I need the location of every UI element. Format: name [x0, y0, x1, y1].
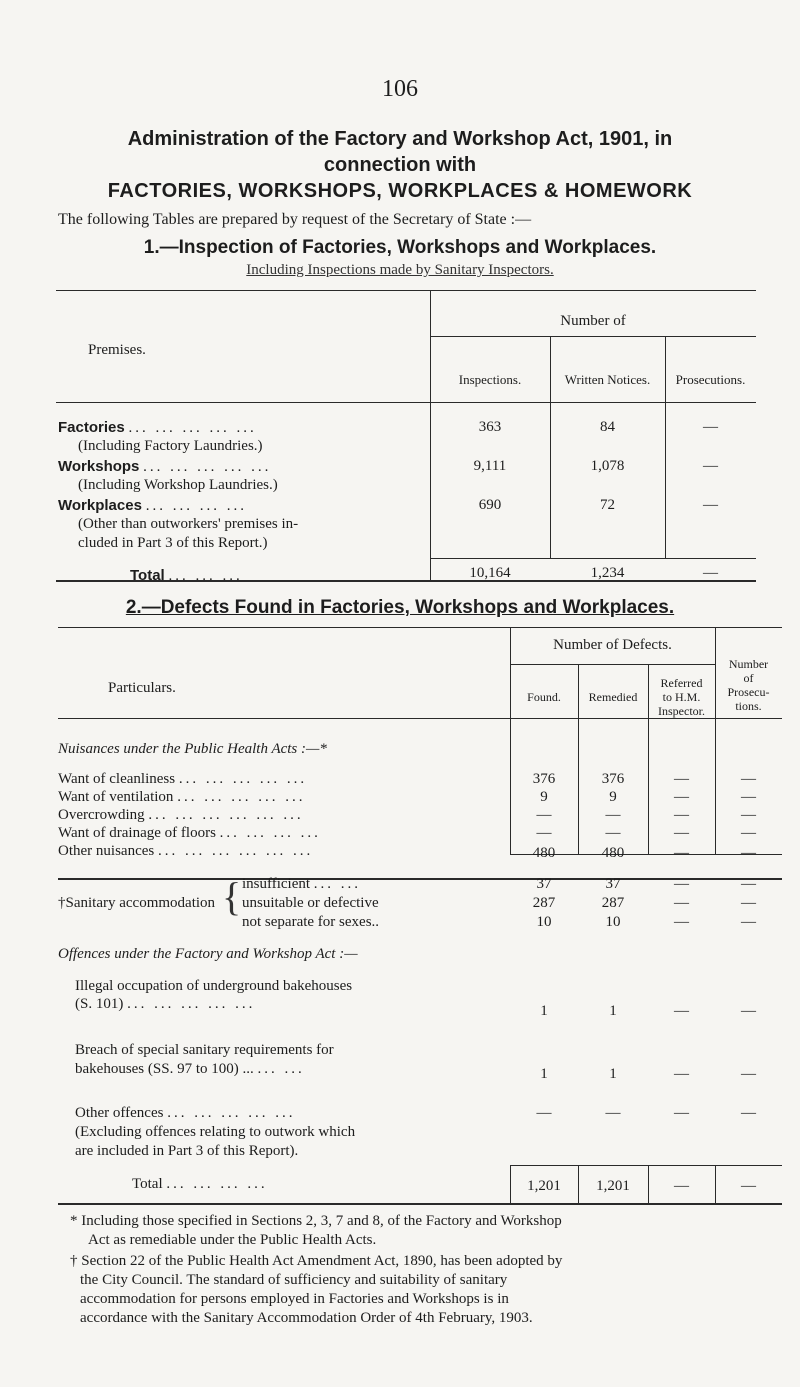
premises-row [58, 458, 271, 476]
prosecutions-header-line: tions. [735, 699, 762, 713]
notices-header: Written Notices. [564, 372, 651, 387]
remedied-value: 10 [605, 914, 621, 930]
referred-header-line: Inspector. [658, 704, 705, 718]
leader-dots: ... ... ... [168, 568, 243, 584]
found-value: 376 [532, 771, 556, 787]
nuisances-heading: Nuisances under the Public Health Acts :—* [58, 741, 327, 757]
total-remedied: 1,201 [596, 1178, 630, 1194]
footnote-dagger: † Section 22 of the Public Health Act Amendment Act, 1890, has been adopted by [70, 1253, 563, 1269]
total-referred: — [674, 1178, 689, 1194]
defect-row [58, 807, 304, 824]
leader-dots: ... ... [313, 876, 362, 892]
found-value: 1 [540, 1066, 548, 1082]
offence-label: Illegal occupation of underground bakehouses [75, 978, 353, 994]
table-rule [56, 402, 756, 403]
defect-label: Want of drainage of floors [58, 825, 216, 841]
premises-note: (Other than outworkers' premises in- [78, 516, 299, 532]
premises-row [58, 419, 257, 437]
defect-label: Overcrowding [58, 807, 145, 823]
prosecutions-header-line: Number [728, 657, 769, 671]
referred-header-line: Referred [660, 676, 703, 690]
document-title-line-3: FACTORIES, WORKSHOPS, WORKPLACES & HOMEWORK [107, 180, 693, 202]
prosecutions-header-line: Prosecu- [727, 685, 770, 699]
premises-row [58, 497, 247, 515]
defect-row [242, 895, 379, 912]
table-rule [58, 718, 782, 719]
leader-dots: ... ... ... ... ... ... [148, 807, 304, 823]
referred-header [648, 676, 715, 718]
document-title-line-2: connection with [323, 154, 477, 176]
referred-header-line: to H.M. [662, 690, 701, 704]
defect-row [242, 876, 361, 893]
offence-note: (Excluding offences relating to outwork which [75, 1124, 356, 1140]
column-divider [665, 336, 666, 558]
total-label: Total [132, 1176, 163, 1192]
premises-note: (Including Factory Laundries.) [78, 438, 263, 454]
found-value: 1 [540, 1003, 548, 1019]
leader-dots: ... ... ... ... ... ... [157, 843, 314, 859]
particulars-header: Particulars. [108, 680, 176, 696]
leader-dots: ... ... ... ... [145, 498, 247, 514]
premises-note: (Including Workshop Laundries.) [78, 477, 278, 493]
referred-value: — [674, 895, 689, 911]
referred-value: — [674, 876, 689, 892]
total-inspections: 10,164 [469, 565, 511, 581]
referred-value: — [674, 1105, 689, 1121]
intro-text: The following Tables are prepared by request of the Secretary of State :— [58, 211, 532, 228]
found-value: — [536, 1105, 552, 1121]
table-rule [430, 336, 756, 337]
inspections-value: 9,111 [473, 458, 507, 474]
prosecutions-value: — [703, 419, 718, 435]
premises-name: Workshops [58, 458, 140, 475]
table-rule [510, 664, 715, 665]
prosecutions-value: — [741, 914, 756, 930]
referred-value: — [674, 1003, 689, 1019]
page-number: 106 [382, 76, 418, 102]
offence-label: Breach of special sanitary requirements for [75, 1042, 334, 1058]
prosecutions-value: — [741, 845, 756, 861]
table-rule [56, 290, 756, 291]
defect-row [58, 843, 313, 860]
offence-note-continued: are included in Part 3 of this Report). [75, 1143, 299, 1159]
remedied-value: 287 [601, 895, 625, 911]
offence-section: bakehouses (SS. 97 to 100) ... [75, 1061, 254, 1077]
prosecutions-header [715, 657, 782, 713]
section-1-subtitle: Including Inspections made by Sanitary Inspectors. [246, 262, 554, 278]
inspections-header: Inspections. [458, 372, 522, 387]
prosecutions-value: — [703, 458, 718, 474]
table-rule [430, 558, 756, 559]
found-header: Found. [527, 690, 561, 704]
section-2-title: 2.—Defects Found in Factories, Workshops and Workplaces. [125, 597, 675, 618]
section-1-title: 1.—Inspection of Factories, Workshops and Workplaces. [143, 237, 657, 258]
premises-name: Factories [58, 419, 125, 436]
defect-row [58, 825, 321, 842]
defect-label: insufficient [242, 876, 311, 892]
offences-heading: Offences under the Factory and Workshop Act :— [58, 946, 358, 962]
leader-dots: ... ... ... ... ... [143, 459, 272, 475]
referred-value: — [674, 825, 689, 841]
remedied-value: 376 [601, 771, 625, 787]
remedied-value: 37 [605, 876, 621, 892]
referred-value: — [674, 1066, 689, 1082]
found-value: 287 [532, 895, 556, 911]
total-prosecutions: — [741, 1178, 756, 1194]
brace-icon: { [222, 874, 242, 919]
prosecutions-header-line: of [743, 671, 754, 685]
referred-value: — [674, 789, 689, 805]
premises-header: Premises. [88, 342, 146, 358]
table-rule [58, 627, 782, 628]
defect-label: unsuitable or defective [242, 895, 379, 911]
offence-section: (S. 101) [75, 996, 124, 1012]
defect-row [58, 789, 305, 806]
total-notices: 1,234 [590, 565, 625, 581]
footnote-star: * Including those specified in Sections 2, 3, 7 and 8, of the Factory and Workshop [70, 1213, 562, 1229]
leader-dots: ... ... ... ... [219, 825, 321, 841]
referred-value: — [674, 807, 689, 823]
prosecutions-value: — [741, 895, 756, 911]
document-title: Administration of the Factory and Workshop Act, 1901, in [127, 128, 673, 150]
prosecutions-value: — [741, 789, 756, 805]
notices-value: 72 [600, 497, 615, 513]
total-prosecutions: — [703, 565, 718, 581]
leader-dots: ... ... ... ... ... [127, 996, 256, 1012]
remedied-value: 1 [609, 1066, 617, 1082]
table-rule [510, 1165, 782, 1166]
offence-label [75, 1105, 295, 1122]
remedied-value: 480 [601, 845, 625, 861]
notices-value: 84 [600, 419, 615, 435]
defect-label: not separate for sexes.. [242, 914, 380, 930]
leader-dots: ... ... [257, 1061, 305, 1077]
leader-dots: ... ... ... ... ... [177, 789, 306, 805]
offence-label-continued [75, 996, 255, 1013]
column-divider [550, 336, 551, 558]
offence-name: Other offences [75, 1105, 164, 1121]
remedied-value: — [605, 825, 621, 841]
total-label: Total [130, 567, 165, 584]
number-of-defects-header: Number of Defects. [553, 637, 672, 653]
leader-dots: ... ... ... ... [166, 1176, 268, 1192]
defect-label: Want of ventilation [58, 789, 174, 805]
total-row [132, 1176, 268, 1193]
referred-value: — [674, 771, 689, 787]
premises-note-continued: cluded in Part 3 of this Report.) [78, 535, 268, 551]
inspections-value: 690 [478, 497, 502, 513]
remedied-value: — [605, 807, 621, 823]
prosecutions-value: — [741, 1105, 756, 1121]
defect-row [242, 914, 379, 931]
found-value: — [536, 807, 552, 823]
notices-value: 1,078 [590, 458, 625, 474]
found-value: 10 [536, 914, 552, 930]
remedied-value: — [605, 1105, 621, 1121]
found-value: 9 [540, 789, 548, 805]
prosecutions-value: — [703, 497, 718, 513]
referred-value: — [674, 845, 689, 861]
offence-label-continued [75, 1061, 305, 1078]
leader-dots: ... ... ... ... ... [178, 771, 308, 787]
leader-dots: ... ... ... ... ... [128, 420, 257, 436]
prosecutions-value: — [741, 1003, 756, 1019]
footnote-dagger-continued: accommodation for persons employed in Factories and Workshops is in [80, 1291, 509, 1307]
found-value: 37 [536, 876, 552, 892]
total-row [130, 567, 243, 585]
referred-value: — [674, 914, 689, 930]
prosecutions-header: Prosecutions. [675, 372, 746, 387]
footnote-dagger-continued: accordance with the Sanitary Accommodation Order of 4th February, 1903. [80, 1310, 533, 1326]
total-found: 1,201 [527, 1178, 561, 1194]
defect-label: Other nuisances [58, 843, 155, 859]
remedied-header: Remedied [588, 690, 638, 704]
footnote-dagger-continued: the City Council. The standard of sufficiency and suitability of sanitary [80, 1272, 508, 1288]
prosecutions-value: — [741, 807, 756, 823]
prosecutions-value: — [741, 825, 756, 841]
defect-label: Want of cleanliness [58, 771, 176, 787]
table-rule [58, 1203, 782, 1205]
prosecutions-value: — [741, 771, 756, 787]
prosecutions-value: — [741, 876, 756, 892]
footnote-star-continued: Act as remediable under the Public Health Acts. [88, 1232, 377, 1248]
remedied-value: 9 [609, 789, 617, 805]
sanitary-accommodation-label: †Sanitary accommodation [58, 895, 216, 911]
leader-dots: ... ... ... ... ... [167, 1105, 296, 1121]
remedied-value: 1 [609, 1003, 617, 1019]
defect-row [58, 771, 307, 788]
inspections-value: 363 [478, 419, 502, 435]
found-value: — [536, 825, 552, 841]
number-of-header: Number of [560, 313, 626, 329]
found-value: 480 [532, 845, 556, 861]
premises-name: Workplaces [58, 497, 142, 514]
prosecutions-value: — [741, 1066, 756, 1082]
